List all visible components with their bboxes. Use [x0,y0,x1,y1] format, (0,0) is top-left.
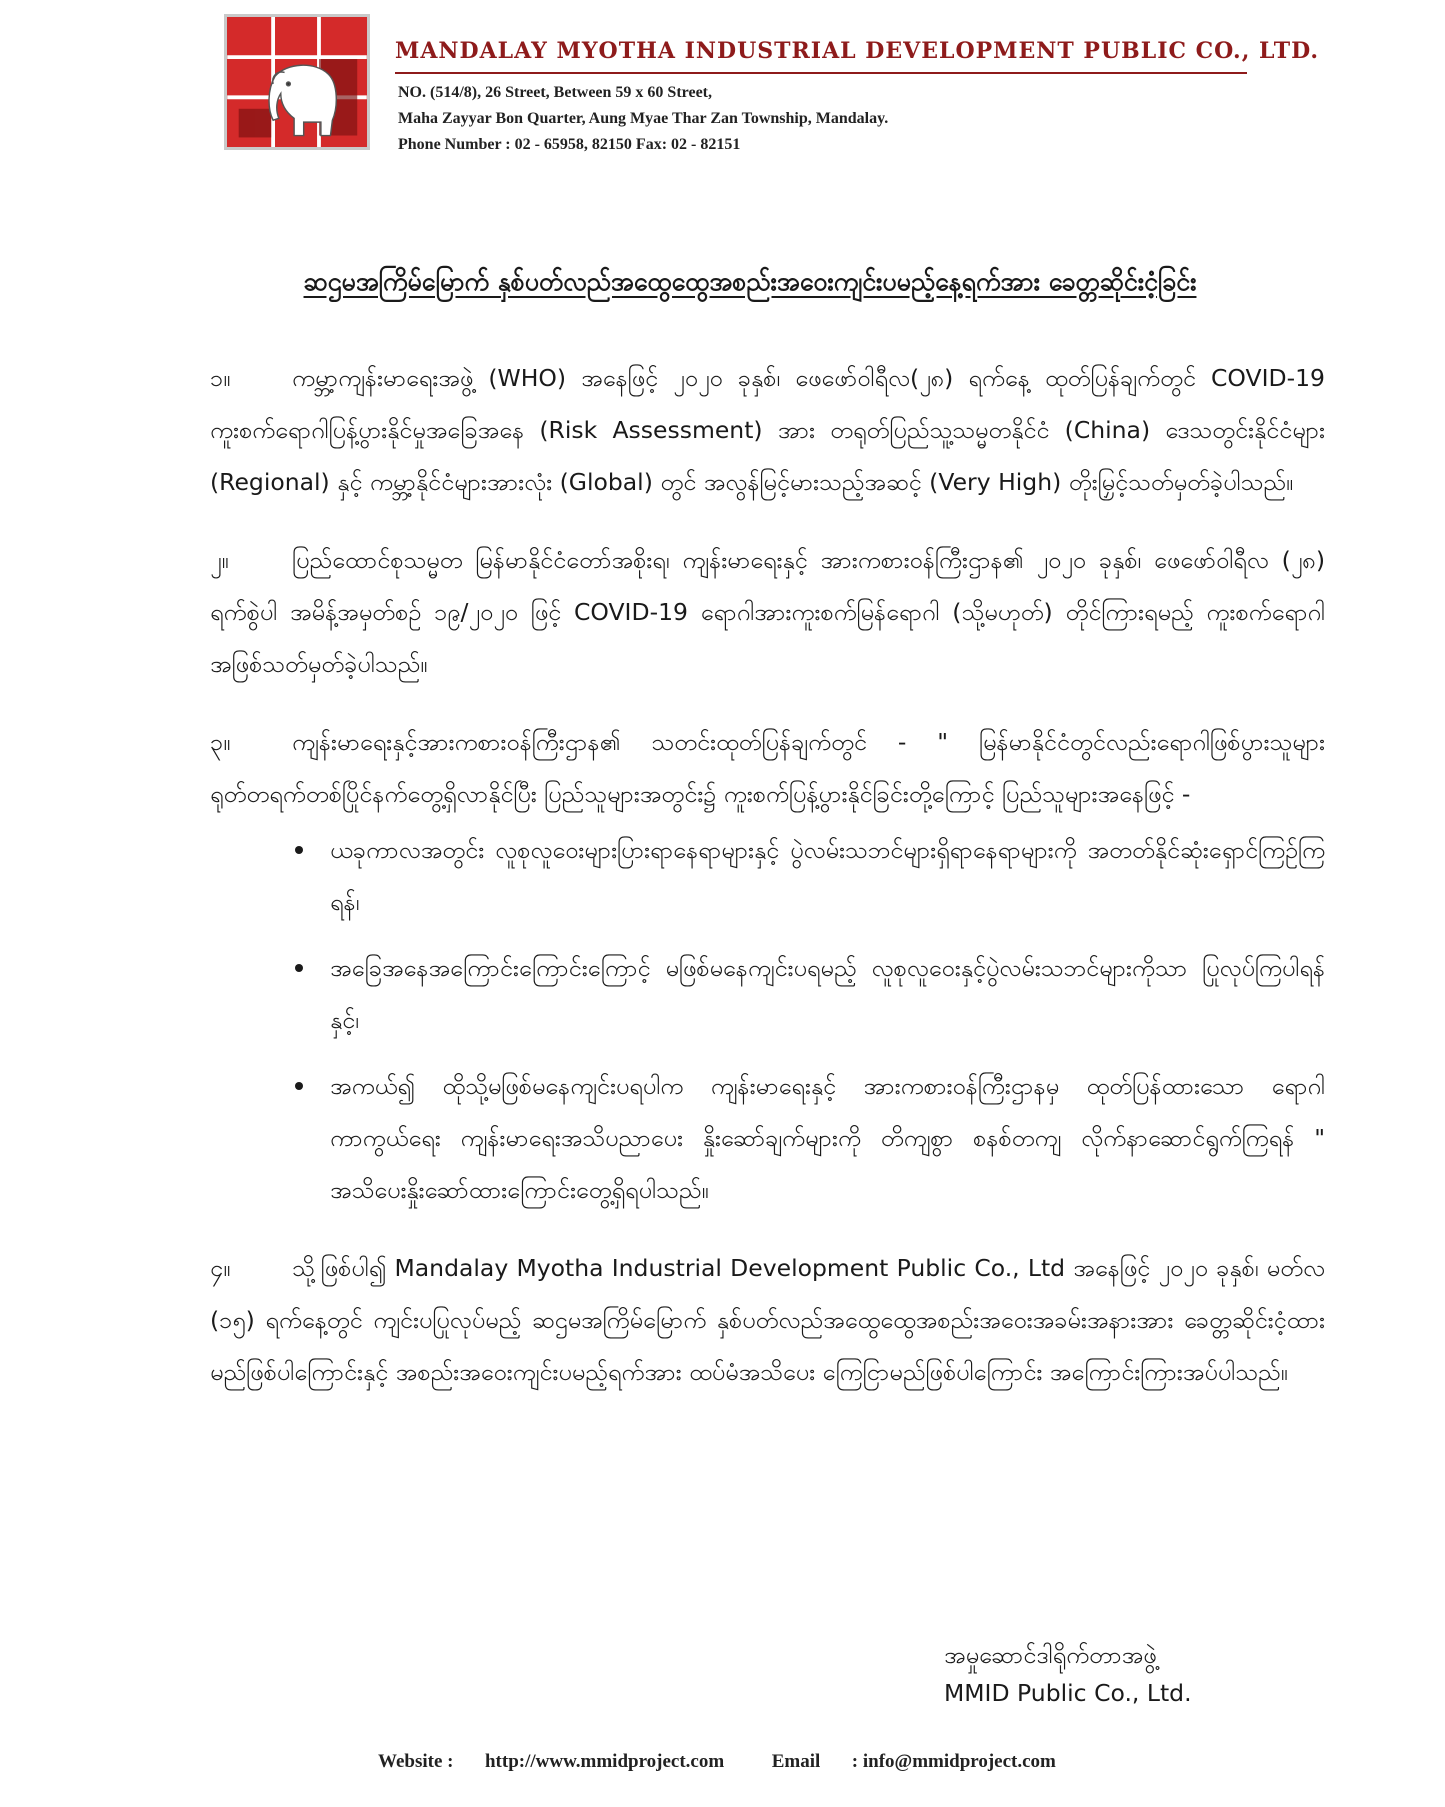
phone-line: Phone Number : 02 - 65958, 82150 Fax: 02 - 82151 [398,136,741,153]
list-item: အကယ်၍ ထိုသို့မဖြစ်မနေကျင်းပရပါက ကျန်းမာရေးနှင့် အားကစားဝန်ကြီးဌာနမှ ထုတ်ပြန်ထားသော ရောဂါကာကွယ်ရေး ကျန်းမာရေးအသိပညာပေး နှိုးဆော်ချက်များကို တိကျစွာ စနစ်တကျ လိုက်နာဆောင်ရွက်ကြရန် " အသိပေးနှိုးဆော်ထားကြောင်းတွေ့ရှိရပါသည်။ [210,1060,1325,1216]
paragraph-1 [210,352,1325,508]
signature-title: အမှုဆောင်ဒါရိုက်တာအဖွဲ့ [944,1641,1157,1669]
paragraph-number: ၂။ [210,546,229,574]
company-address [398,80,888,158]
footer [378,1751,1056,1773]
paragraph-3 [210,716,1325,820]
paragraph-number: ၄။ [210,1254,231,1282]
website-label: Website : [378,1751,454,1772]
paragraph-text: ကမ္ဘာ့ကျန်းမာရေးအဖွဲ့ (WHO) အနေဖြင့် ၂၀၂၀ ခုနှစ်၊ ဖေဖော်ဝါရီလ(၂၈) ရက်နေ့ ထုတ်ပြန်ချက်တွင် COVID-19 ကူးစက်ရောဂါပြန့်ပွားနိုင်မှုအခြေအနေ (Risk Assessment) အား တရုတ်ပြည်သူ့သမ္မတနိုင်ငံ (China) ဒေသတွင်းနိုင်ငံများ (Regional) နှင့် ကမ္ဘာ့နိုင်ငံများအားလုံး (Global) တွင် အလွန်မြင့်မားသည့်အဆင့် (Very High) တိုးမြှင့်သတ်မှတ်ခဲ့ပါသည်။ [210,364,1325,496]
signature-block [944,1636,1192,1712]
document-title: ဆဌမအကြိမ်မြောက် နှစ်ပတ်လည်အထွေထွေအစည်းအဝေးကျင်းပမည့်နေ့ရက်အား ခေတ္တဆိုင်းငံ့ခြင်း [303,267,1197,296]
paragraph-text: ကျန်းမာရေးနှင့်အားကစားဝန်ကြီးဌာန၏ သတင်းထုတ်ပြန်ချက်တွင် - " မြန်မာနိုင်ငံတွင်လည်းရောဂါဖြစ်ပွားသူများ ရုတ်တရက်တစ်ပြိုင်နက်တွေ့ရှိလာနိုင်ပြီး ပြည်သူများအတွင်း၌ ကူးစက်ပြန့်ပွားနိုင်ခြင်းတို့ကြောင့် ပြည်သူများအနေဖြင့် - [210,728,1325,808]
list-item: အခြေအနေအကြောင်းကြောင်းကြောင့် မဖြစ်မနေကျင်းပရမည့် လူစုလူဝေးနှင့်ပွဲလမ်းသဘင်များကိုသာ ပြုလုပ်ကြပါရန်နှင့်၊ [210,942,1325,1046]
advice-list [210,824,1325,1216]
address-line-2: Maha Zayyar Bon Quarter, Aung Myae Thar Zan Township, Mandalay. [398,110,889,127]
document-body [210,352,1325,1424]
company-name: MANDALAY MYOTHA INDUSTRIAL DEVELOPMENT PUBLIC CO., LTD. [395,38,1320,64]
paragraph-number: ၃။ [210,728,231,756]
paragraph-text: သို့ဖြစ်ပါ၍ Mandalay Myotha Industrial Development Public Co., Ltd အနေဖြင့် ၂၀၂၀ ခုနှစ်၊ မတ်လ (၁၅) ရက်နေ့တွင် ကျင်းပပြုလုပ်မည့် ဆဌမအကြိမ်မြောက် နှစ်ပတ်လည်အထွေထွေအစည်းအဝေးအခမ်းအနားအား ခေတ္တဆိုင်းငံ့ထားမည်ဖြစ်ပါကြောင်းနှင့် အစည်းအဝေးကျင်းပမည့်ရက်အား ထပ်မံအသိပေး ကြေငြာမည်ဖြစ်ပါကြောင်း အကြောင်းကြားအပ်ပါသည်။ [210,1254,1325,1386]
paragraph-number: ၁။ [210,364,231,392]
email-link[interactable]: : info@mmidproject.com [851,1751,1056,1772]
signature-company: MMID Public Co., Ltd. [944,1679,1192,1707]
email-label: Email [771,1751,821,1772]
company-logo [224,14,370,150]
paragraph-2 [210,534,1325,690]
paragraph-4 [210,1242,1325,1398]
address-line-1: NO. (514/8), 26 Street, Between 59 x 60 Street, [398,84,712,101]
elephant-building-logo-icon [227,17,367,147]
paragraph-text: ပြည်ထောင်စုသမ္မတ မြန်မာနိုင်ငံတော်အစိုးရ၊ ကျန်းမာရေးနှင့် အားကစားဝန်ကြီးဌာန၏ ၂၀၂၀ ခုနှစ်၊ ဖေဖော်ဝါရီလ (၂၈) ရက်စွဲပါ အမိန့်အမှတ်စဉ် ၁၉/၂၀၂၀ ဖြင့် COVID-19 ရောဂါအားကူးစက်မြန်ရောဂါ (သို့မဟုတ်) တိုင်ကြားရမည့် ကူးစက်ရောဂါအဖြစ်သတ်မှတ်ခဲ့ပါသည်။ [210,546,1325,678]
list-item: ယခုကာလအတွင်း လူစုလူဝေးများပြားရာနေရာများနှင့် ပွဲလမ်းသဘင်များရှိရာနေရာများကို အတတ်နိုင်ဆုံးရှောင်ကြဉ်ကြရန်၊ [210,824,1325,928]
letterhead-divider [395,72,1247,74]
website-link[interactable]: http://www.mmidproject.com [484,1751,725,1772]
